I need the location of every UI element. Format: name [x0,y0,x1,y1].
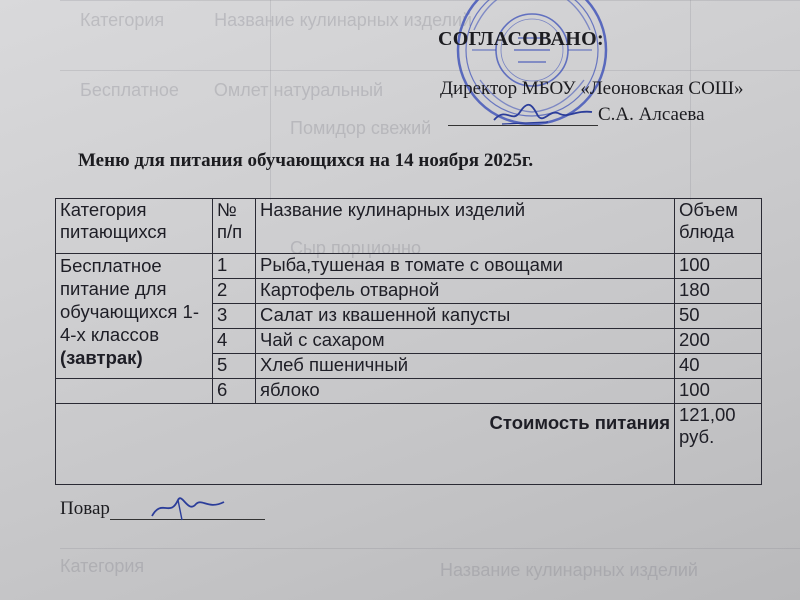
bleed-through-line [690,0,691,200]
director-signature-icon [488,98,598,128]
dish-volume: 100 [675,379,762,404]
bleed-through-text: Название кулинарных изделий [440,560,698,580]
dish-volume: 200 [675,329,762,354]
category-cell [56,254,213,379]
menu-title: Меню для питания обучающихся на 14 ноября 2025г. [78,150,534,171]
table-header-row [56,199,762,254]
dish-name: Чай с сахаром [256,329,675,354]
bleed-through-text: Категория Название кулинарных изделий [80,10,473,30]
bleed-through-line [60,548,800,549]
meal-type: (завтрак) [60,347,143,368]
bleed-through-line [60,0,800,1]
row-number: 1 [213,254,256,279]
table-row [56,379,762,404]
menu-table [55,198,762,485]
cook-label: Повар [60,498,110,519]
row-number: 6 [213,379,256,404]
bleed-through-line [60,70,800,71]
signatory-name: С.А. Алсаева [598,104,705,125]
approval-title: СОГЛАСОВАНО: [438,28,604,50]
header-volume: Объем блюда [675,199,762,254]
row-number: 3 [213,304,256,329]
dish-volume: 180 [675,279,762,304]
category-text: Бесплатное питание для обучающихся 1-4-х классов [60,255,199,345]
row-number: 4 [213,329,256,354]
cost-value: 121,00 руб. [675,404,762,485]
dish-name: Рыба,тушеная в томате с овощами [256,254,675,279]
bleed-through-text: Бесплатное Омлет натуральный [80,80,384,100]
header-dish: Название кулинарных изделий [256,199,675,254]
cook-signature-icon [148,488,228,524]
header-category: Категория питающихся [56,199,213,254]
dish-volume: 40 [675,354,762,379]
bleed-through-text: Сыр порционно [290,238,421,258]
empty-category-cell [56,379,213,404]
header-number: № п/п [213,199,256,254]
dish-name: Картофель отварной [256,279,675,304]
dish-name: Хлеб пшеничный [256,354,675,379]
table-row [56,254,762,279]
cost-row [56,404,762,485]
dish-volume: 100 [675,254,762,279]
row-number: 5 [213,354,256,379]
dish-name: яблоко [256,379,675,404]
dish-volume: 50 [675,304,762,329]
row-number: 2 [213,279,256,304]
bleed-through-text: Помидор свежий [290,118,432,138]
dish-name: Салат из квашенной капусты [256,304,675,329]
cost-label: Стоимость питания [56,404,675,485]
director-position: Директор МБОУ «Леоновская СОШ» [440,78,744,99]
bleed-through-text: Категория [60,556,145,576]
